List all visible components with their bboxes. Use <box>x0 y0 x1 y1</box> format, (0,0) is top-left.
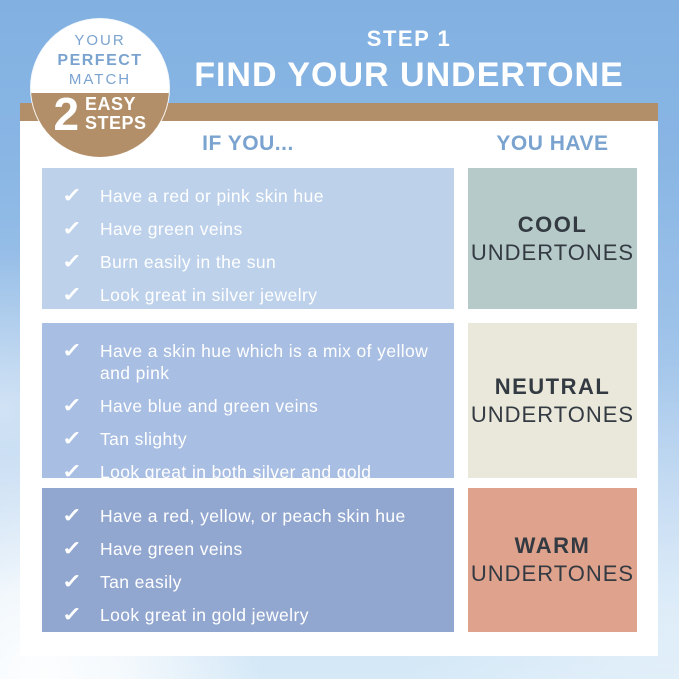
badge-step-count: 2 <box>53 88 80 140</box>
check-icon: ✓ <box>62 604 83 626</box>
list-item <box>62 505 440 527</box>
list-item <box>62 395 440 417</box>
check-icon: ✓ <box>62 461 83 483</box>
result-box-cool <box>468 168 637 309</box>
title-block <box>160 26 658 95</box>
list-item <box>62 571 440 593</box>
badge-steps <box>31 88 169 140</box>
list-item <box>62 604 440 626</box>
list-item <box>62 251 440 273</box>
list-item-text: Have a red or pink skin hue <box>100 186 324 206</box>
criteria-list-neutral <box>42 323 454 483</box>
list-item <box>62 428 440 450</box>
result-label: UNDERTONES <box>470 239 635 265</box>
check-icon: ✓ <box>62 251 83 273</box>
list-item-text: Burn easily in the sun <box>100 252 277 272</box>
list-item <box>62 340 440 384</box>
list-item-text: Have green veins <box>100 219 243 239</box>
list-item-text: Have blue and green veins <box>100 396 319 416</box>
result-word: COOL <box>517 211 588 237</box>
step-label: STEP 1 <box>366 26 452 51</box>
badge-word-easy: EASY <box>85 94 137 115</box>
check-icon: ✓ <box>62 185 83 207</box>
result-label: UNDERTONES <box>470 401 635 427</box>
page-title: FIND YOUR UNDERTONE <box>194 56 624 94</box>
badge-text <box>31 32 169 90</box>
result-box-warm <box>468 488 637 632</box>
list-item-text: Have a red, yellow, or peach skin hue <box>100 506 406 526</box>
content-panel <box>20 121 658 656</box>
result-word: WARM <box>514 533 591 558</box>
result-label: UNDERTONES <box>470 561 635 586</box>
badge-word-steps: STEPS <box>85 113 147 133</box>
check-icon: ✓ <box>62 218 83 240</box>
column-header-you-have: YOU HAVE <box>496 132 609 155</box>
list-item <box>62 538 440 560</box>
list-item-text: Have a skin hue which is a mix of yellow and pink <box>100 341 429 383</box>
result-box-neutral <box>468 323 637 478</box>
check-icon: ✓ <box>62 571 83 593</box>
list-item-text: Look great in gold jewelry <box>100 605 309 625</box>
check-icon: ✓ <box>62 505 83 527</box>
perfect-match-badge <box>31 19 169 157</box>
result-word: NEUTRAL <box>494 373 611 399</box>
criteria-list-warm <box>42 488 454 632</box>
list-item-text: Have green veins <box>100 539 243 559</box>
list-item-text: Look great in both silver and gold <box>100 462 372 482</box>
badge-line-your: YOUR <box>74 32 126 49</box>
criteria-list-cool <box>42 168 454 309</box>
list-item <box>62 185 440 207</box>
check-icon: ✓ <box>62 538 83 560</box>
list-item <box>62 461 440 483</box>
column-header-if-you: IF YOU... <box>202 132 294 155</box>
check-icon: ✓ <box>62 395 83 417</box>
check-icon: ✓ <box>62 340 83 362</box>
badge-line-perfect: PERFECT <box>57 51 143 69</box>
check-icon: ✓ <box>62 284 83 306</box>
list-item-text: Look great in silver jewelry <box>100 285 318 305</box>
list-item <box>62 284 440 306</box>
list-item <box>62 218 440 240</box>
list-item-text: Tan easily <box>100 572 182 592</box>
list-item-text: Tan slighty <box>100 429 188 449</box>
badge-line-match: MATCH <box>68 70 132 88</box>
check-icon: ✓ <box>62 428 83 450</box>
